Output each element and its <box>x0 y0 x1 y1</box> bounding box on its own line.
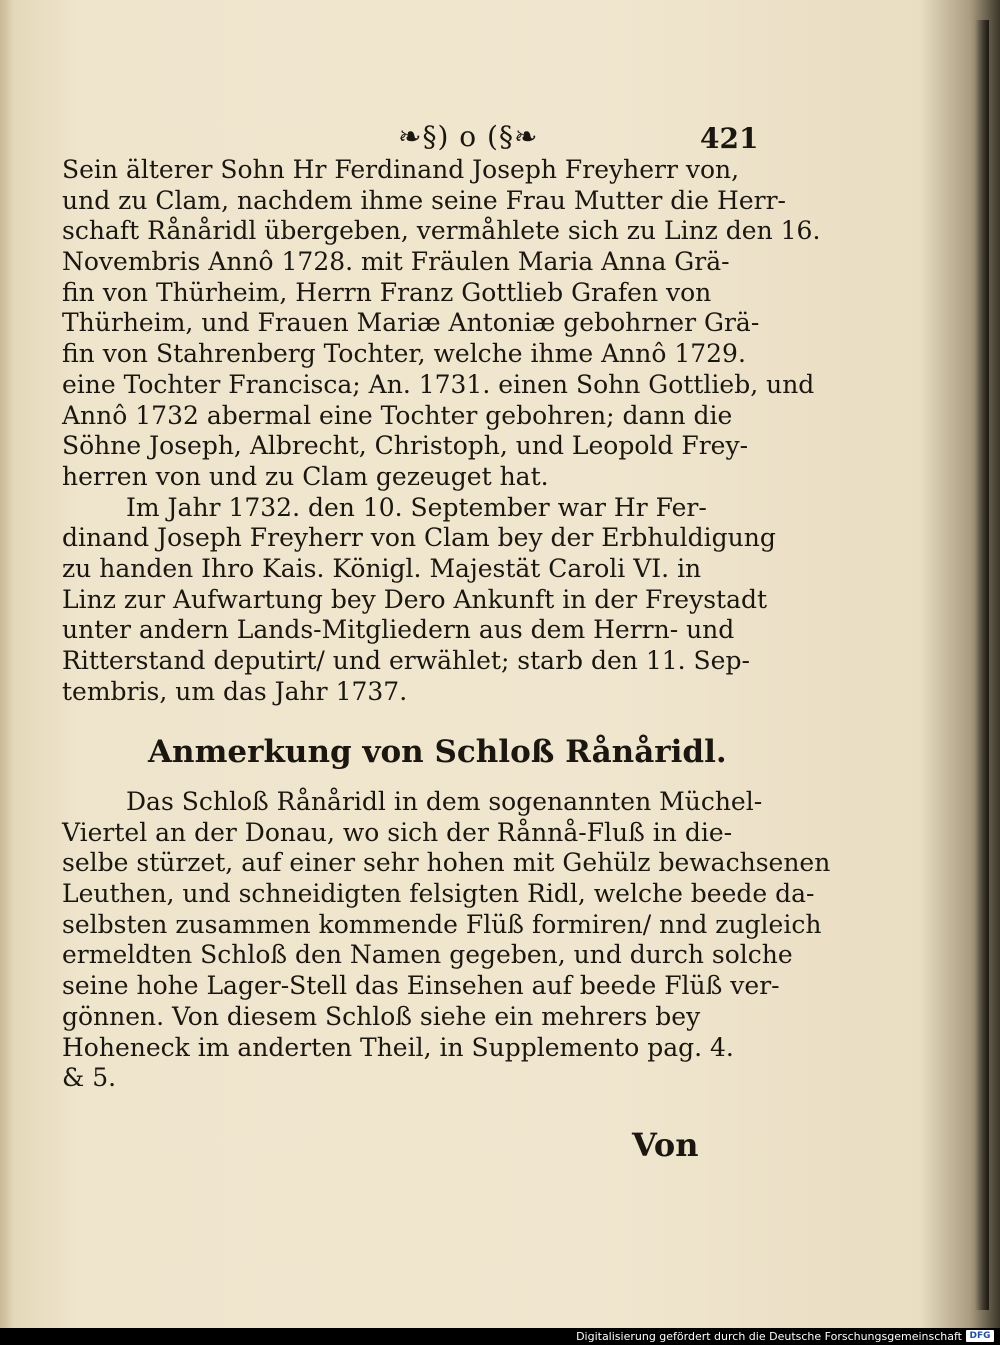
text-line: Söhne Joseph, Albrecht, Christoph, und Leopold Frey- <box>62 431 749 461</box>
text-line: herren von und zu Clam gezeuget hat. <box>62 461 549 491</box>
funding-credit: Digitalisierung gefördert durch die Deutsche Forschungsgemeinschaft <box>576 1330 962 1343</box>
page-edge-shadow <box>975 20 989 1310</box>
text-line: zu handen Ihro Kais. Königl. Majestät Caroli VI. in <box>62 553 702 583</box>
text-line: fin von Stahrenberg Tochter, welche ihme Annô 1729. <box>62 339 746 369</box>
catchword: Von <box>632 1126 699 1164</box>
page-number: 421 <box>700 122 759 155</box>
spine-shadow <box>0 0 14 1328</box>
text-line: tembris, um das Jahr 1737. <box>62 676 408 706</box>
section-heading: Anmerkung von Schloß Rånåridl. <box>148 734 727 770</box>
body-text-upper <box>62 155 821 707</box>
paragraph-3 <box>62 787 831 1094</box>
text-line: Das Schloß Rånåridl in dem sogenannten Müchel- <box>126 787 763 816</box>
text-line: gönnen. Von diesem Schloß siehe ein mehrers bey <box>62 1001 701 1031</box>
text-line: unter andern Lands-Mitgliedern aus dem Herrn- und <box>62 615 735 645</box>
text-line: Leuthen, und schneidigten felsigten Ridl, welche beede da- <box>62 879 815 909</box>
text-line: schaft Rånåridl übergeben, vermåhlete sich zu Linz den 16. <box>62 216 821 246</box>
text-line: fin von Thürheim, Herrn Franz Gottlieb Grafen von <box>62 277 712 307</box>
text-line: Annô 1732 abermal eine Tochter gebohren; dann die <box>62 400 733 430</box>
paragraph-1 <box>62 155 821 493</box>
text-line: Im Jahr 1732. den 10. September war Hr Fer- <box>126 492 707 522</box>
text-line: ermeldten Schloß den Namen gegeben, und durch solche <box>62 940 793 970</box>
text-line: und zu Clam, nachdem ihme seine Frau Mutter die Herr- <box>62 185 786 215</box>
text-line: Sein älterer Sohn Hr Ferdinand Joseph Freyherr von, <box>62 155 740 184</box>
text-line: Ritterstand deputirt/ und erwählet; starb den 11. Sep- <box>62 646 750 675</box>
footer-bar <box>0 1328 1000 1345</box>
header-ornament: ❧§) o (§❧ <box>398 120 539 153</box>
text-line: Novembris Annô 1728. mit Fräulen Maria Anna Grä- <box>62 247 730 277</box>
text-line: Hoheneck im anderten Theil, in Supplemento pag. 4. <box>62 1032 734 1062</box>
dfg-logo: DFG <box>966 1330 994 1342</box>
text-line: dinand Joseph Freyherr von Clam bey der Erbhuldigung <box>62 523 776 553</box>
page-header <box>60 118 760 158</box>
text-line: Viertel an der Donau, wo sich der Rånnå-Fluß in die- <box>62 817 733 847</box>
text-line: seine hohe Lager-Stell das Einsehen auf beede Flüß ver- <box>62 971 780 1001</box>
text-line: & 5. <box>62 1063 117 1093</box>
paragraph-2 <box>62 492 776 708</box>
text-line: Linz zur Aufwartung bey Dero Ankunft in der Freystadt <box>62 584 768 614</box>
text-line: Thürheim, und Frauen Mariæ Antoniæ gebohrner Grä- <box>62 308 760 338</box>
text-line: selbe stürzet, auf einer sehr hohen mit Gehülz bewachsenen <box>62 848 831 878</box>
text-line: selbsten zusammen kommende Flüß formiren/ nnd zugleich <box>62 909 822 939</box>
text-line: eine Tochter Francisca; An. 1731. einen Sohn Gottlieb, und <box>62 369 815 399</box>
